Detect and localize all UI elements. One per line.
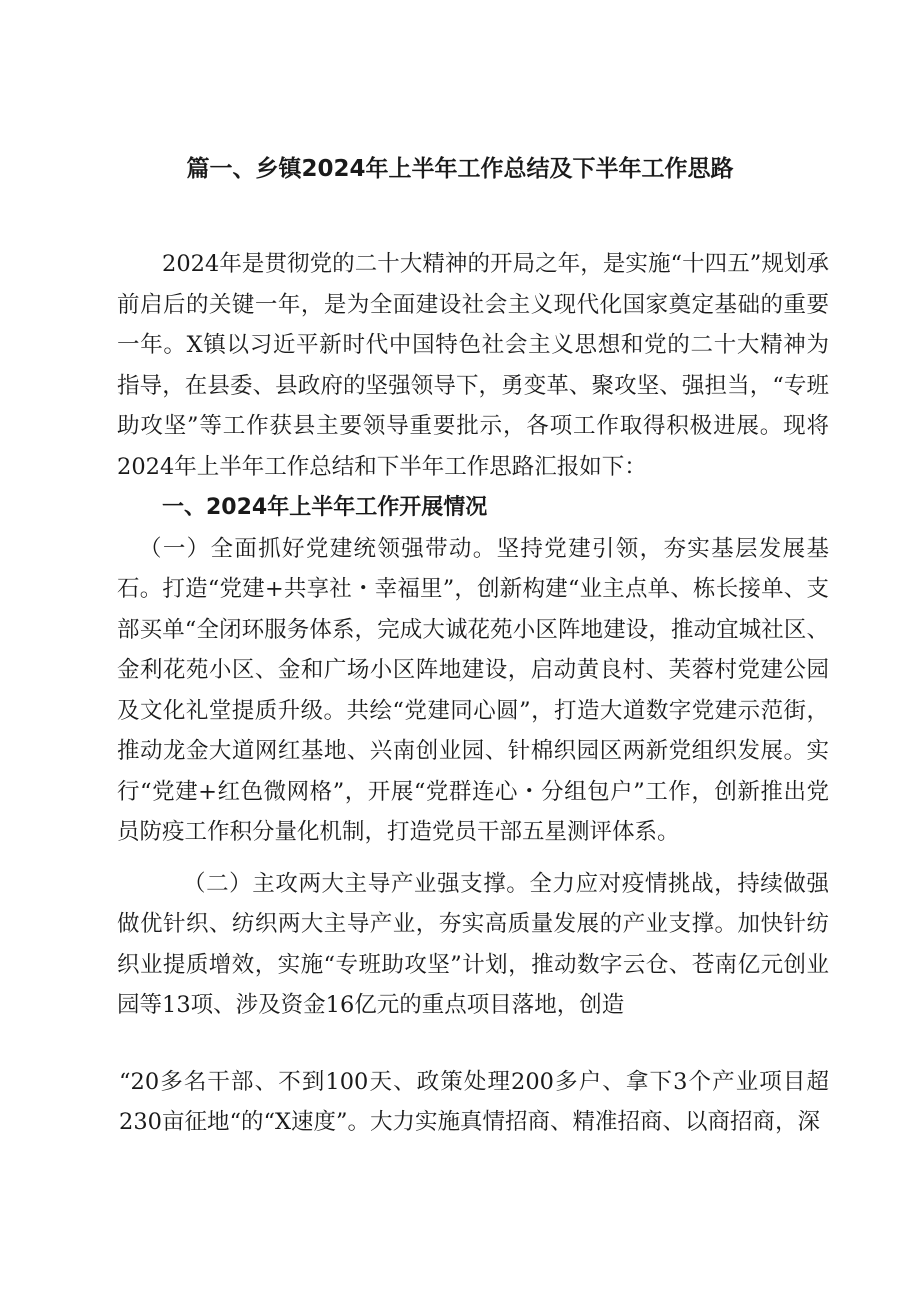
paragraph-party-building: （一）全面抓好党建统领强带动。坚持党建引领，夯实基层发展基石。打造“党建+共享社・幸福里”，创新构建“业主点单、栋长接单、支部买单“全闭环服务体系，完成大诚花苑小区阵地建设，推动宜城社区、金利花苑小区、金和广场小区阵地建设，启动黄良村、芙蓉村党建公园及文化礼堂提质升级。共绘“党建同心圆”，打造大道数字党建示范街，推动龙金大道网红基地、兴南创业园、针棉织园区两新党组织发展。实行“党建+红色微网格”，开展“党群连心・分组包户”工作，创新推出党员防疫工作积分量化机制，打造党员干部五星测评体系。 xyxy=(117,535,829,845)
document-body xyxy=(117,244,829,1143)
intro-paragraph: 2024年是贯彻党的二十大精神的开局之年，是实施“十四五”规划承前启后的关键一年，是为全面建设社会主义现代化国家奠定基础的重要一年。X镇以习近平新时代中国特色社会主义思想和党的二十大精神为指导，在县委、县政府的坚强领导下，勇变革、聚攻坚、强担当，“专班助攻坚”等工作获县主要领导重要批示，各项工作取得积极进展。现将2024年上半年工作总结和下半年工作思路汇报如下： xyxy=(117,251,829,480)
paragraph-industry: （二）主攻两大主导产业强支撑。全力应对疫情挑战，持续做强做优针织、纺织两大主导产业，夯实高质量发展的产业支撑。加快针纺织业提质增效，实施“专班助攻坚”计划，推动数字云仓、苍南亿元创业园等13项、涉及资金16亿元的重点项目落地，创造 xyxy=(117,870,829,1018)
document-title: 篇一、乡镇2024年上半年工作总结及下半年工作思路 xyxy=(186,156,734,182)
paragraph-speed: “20多名干部、不到100天、政策处理200多户、拿下3个产业项目超230亩征地“的“X速度”。大力实施真情招商、精准招商、以商招商，深 xyxy=(119,1068,829,1135)
section-heading: 一、2024年上半年工作开展情况 xyxy=(162,495,488,520)
